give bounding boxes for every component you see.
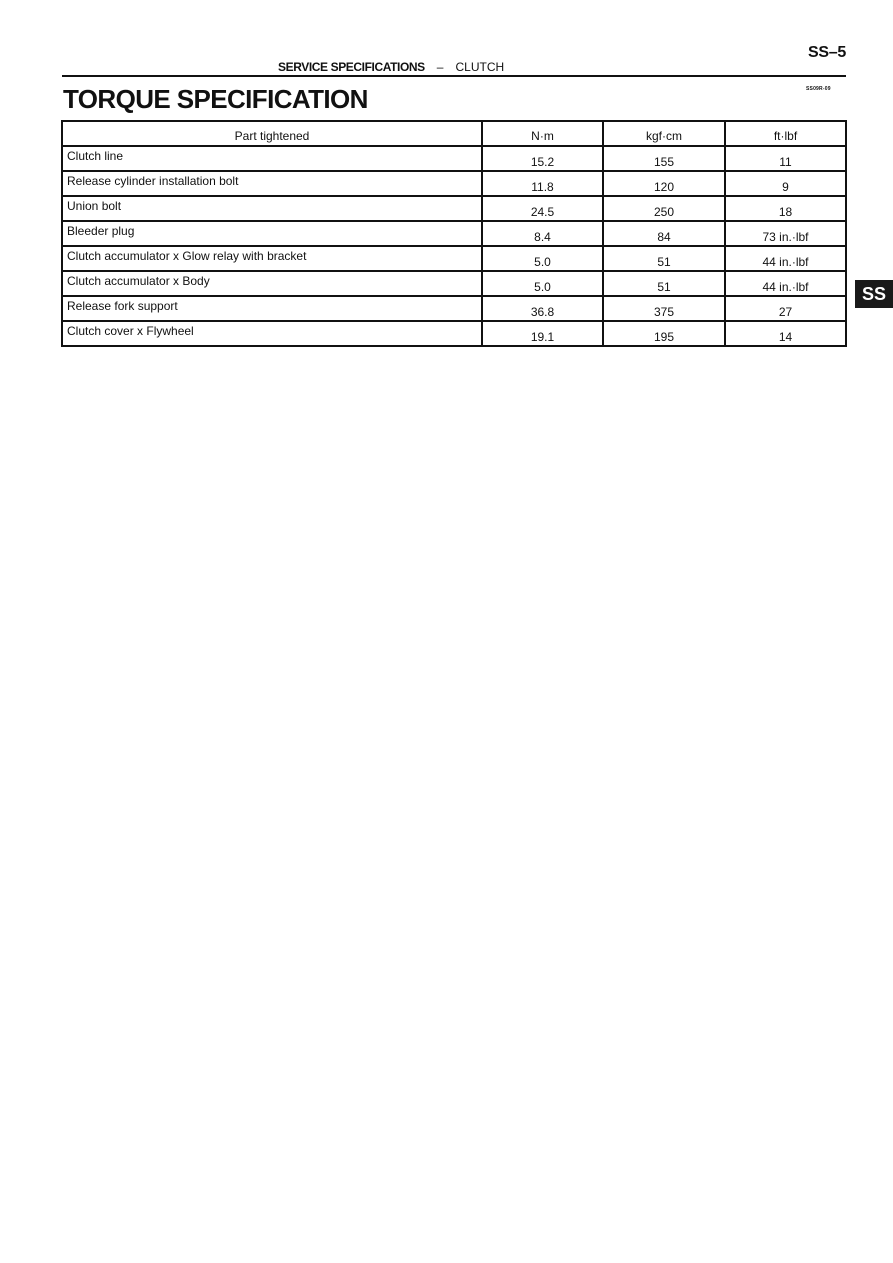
page-title: TORQUE SPECIFICATION bbox=[63, 84, 368, 114]
part-cell: Bleeder plug bbox=[62, 221, 482, 246]
column-header-nm: N·m bbox=[482, 121, 603, 146]
part-cell: Clutch cover x Flywheel bbox=[62, 321, 482, 346]
kgfcm-cell: 51 bbox=[603, 246, 725, 271]
nm-cell: 8.4 bbox=[482, 221, 603, 246]
ftlbf-cell: 44 in.·lbf bbox=[725, 246, 846, 271]
ftlbf-cell: 9 bbox=[725, 171, 846, 196]
part-cell: Clutch accumulator x Glow relay with bracket bbox=[62, 246, 482, 271]
column-header-part: Part tightened bbox=[62, 121, 482, 146]
part-cell: Release cylinder installation bolt bbox=[62, 171, 482, 196]
torque-spec-table bbox=[61, 120, 847, 347]
column-header-kgfcm: kgf·cm bbox=[603, 121, 725, 146]
header-section: SERVICE SPECIFICATIONS bbox=[278, 60, 425, 74]
header-rule bbox=[62, 75, 846, 77]
ftlbf-cell: 73 in.·lbf bbox=[725, 221, 846, 246]
nm-cell: 5.0 bbox=[482, 246, 603, 271]
kgfcm-cell: 195 bbox=[603, 321, 725, 346]
page-number: SS–5 bbox=[808, 44, 846, 61]
kgfcm-cell: 375 bbox=[603, 296, 725, 321]
nm-cell: 36.8 bbox=[482, 296, 603, 321]
running-header bbox=[278, 60, 504, 74]
kgfcm-cell: 120 bbox=[603, 171, 725, 196]
part-cell: Union bolt bbox=[62, 196, 482, 221]
part-cell: Clutch line bbox=[62, 146, 482, 171]
kgfcm-cell: 51 bbox=[603, 271, 725, 296]
table-row bbox=[62, 296, 846, 321]
table-row bbox=[62, 171, 846, 196]
ftlbf-cell: 14 bbox=[725, 321, 846, 346]
table-row bbox=[62, 271, 846, 296]
part-cell: Release fork support bbox=[62, 296, 482, 321]
table-row bbox=[62, 221, 846, 246]
table-row bbox=[62, 146, 846, 171]
header-subsection: CLUTCH bbox=[455, 60, 505, 74]
table-row bbox=[62, 246, 846, 271]
table-row bbox=[62, 196, 846, 221]
document-code: SS09R-09 bbox=[806, 86, 831, 92]
nm-cell: 19.1 bbox=[482, 321, 603, 346]
kgfcm-cell: 155 bbox=[603, 146, 725, 171]
kgfcm-cell: 250 bbox=[603, 196, 725, 221]
ftlbf-cell: 27 bbox=[725, 296, 846, 321]
nm-cell: 24.5 bbox=[482, 196, 603, 221]
ftlbf-cell: 44 in.·lbf bbox=[725, 271, 846, 296]
ftlbf-cell: 11 bbox=[725, 146, 846, 171]
kgfcm-cell: 84 bbox=[603, 221, 725, 246]
column-header-ftlbf: ft·lbf bbox=[725, 121, 846, 146]
nm-cell: 11.8 bbox=[482, 171, 603, 196]
section-tab-ss: SS bbox=[855, 280, 893, 308]
table-header-row bbox=[62, 121, 846, 146]
header-separator: – bbox=[436, 60, 444, 74]
nm-cell: 15.2 bbox=[482, 146, 603, 171]
table-row bbox=[62, 321, 846, 346]
ftlbf-cell: 18 bbox=[725, 196, 846, 221]
part-cell: Clutch accumulator x Body bbox=[62, 271, 482, 296]
nm-cell: 5.0 bbox=[482, 271, 603, 296]
